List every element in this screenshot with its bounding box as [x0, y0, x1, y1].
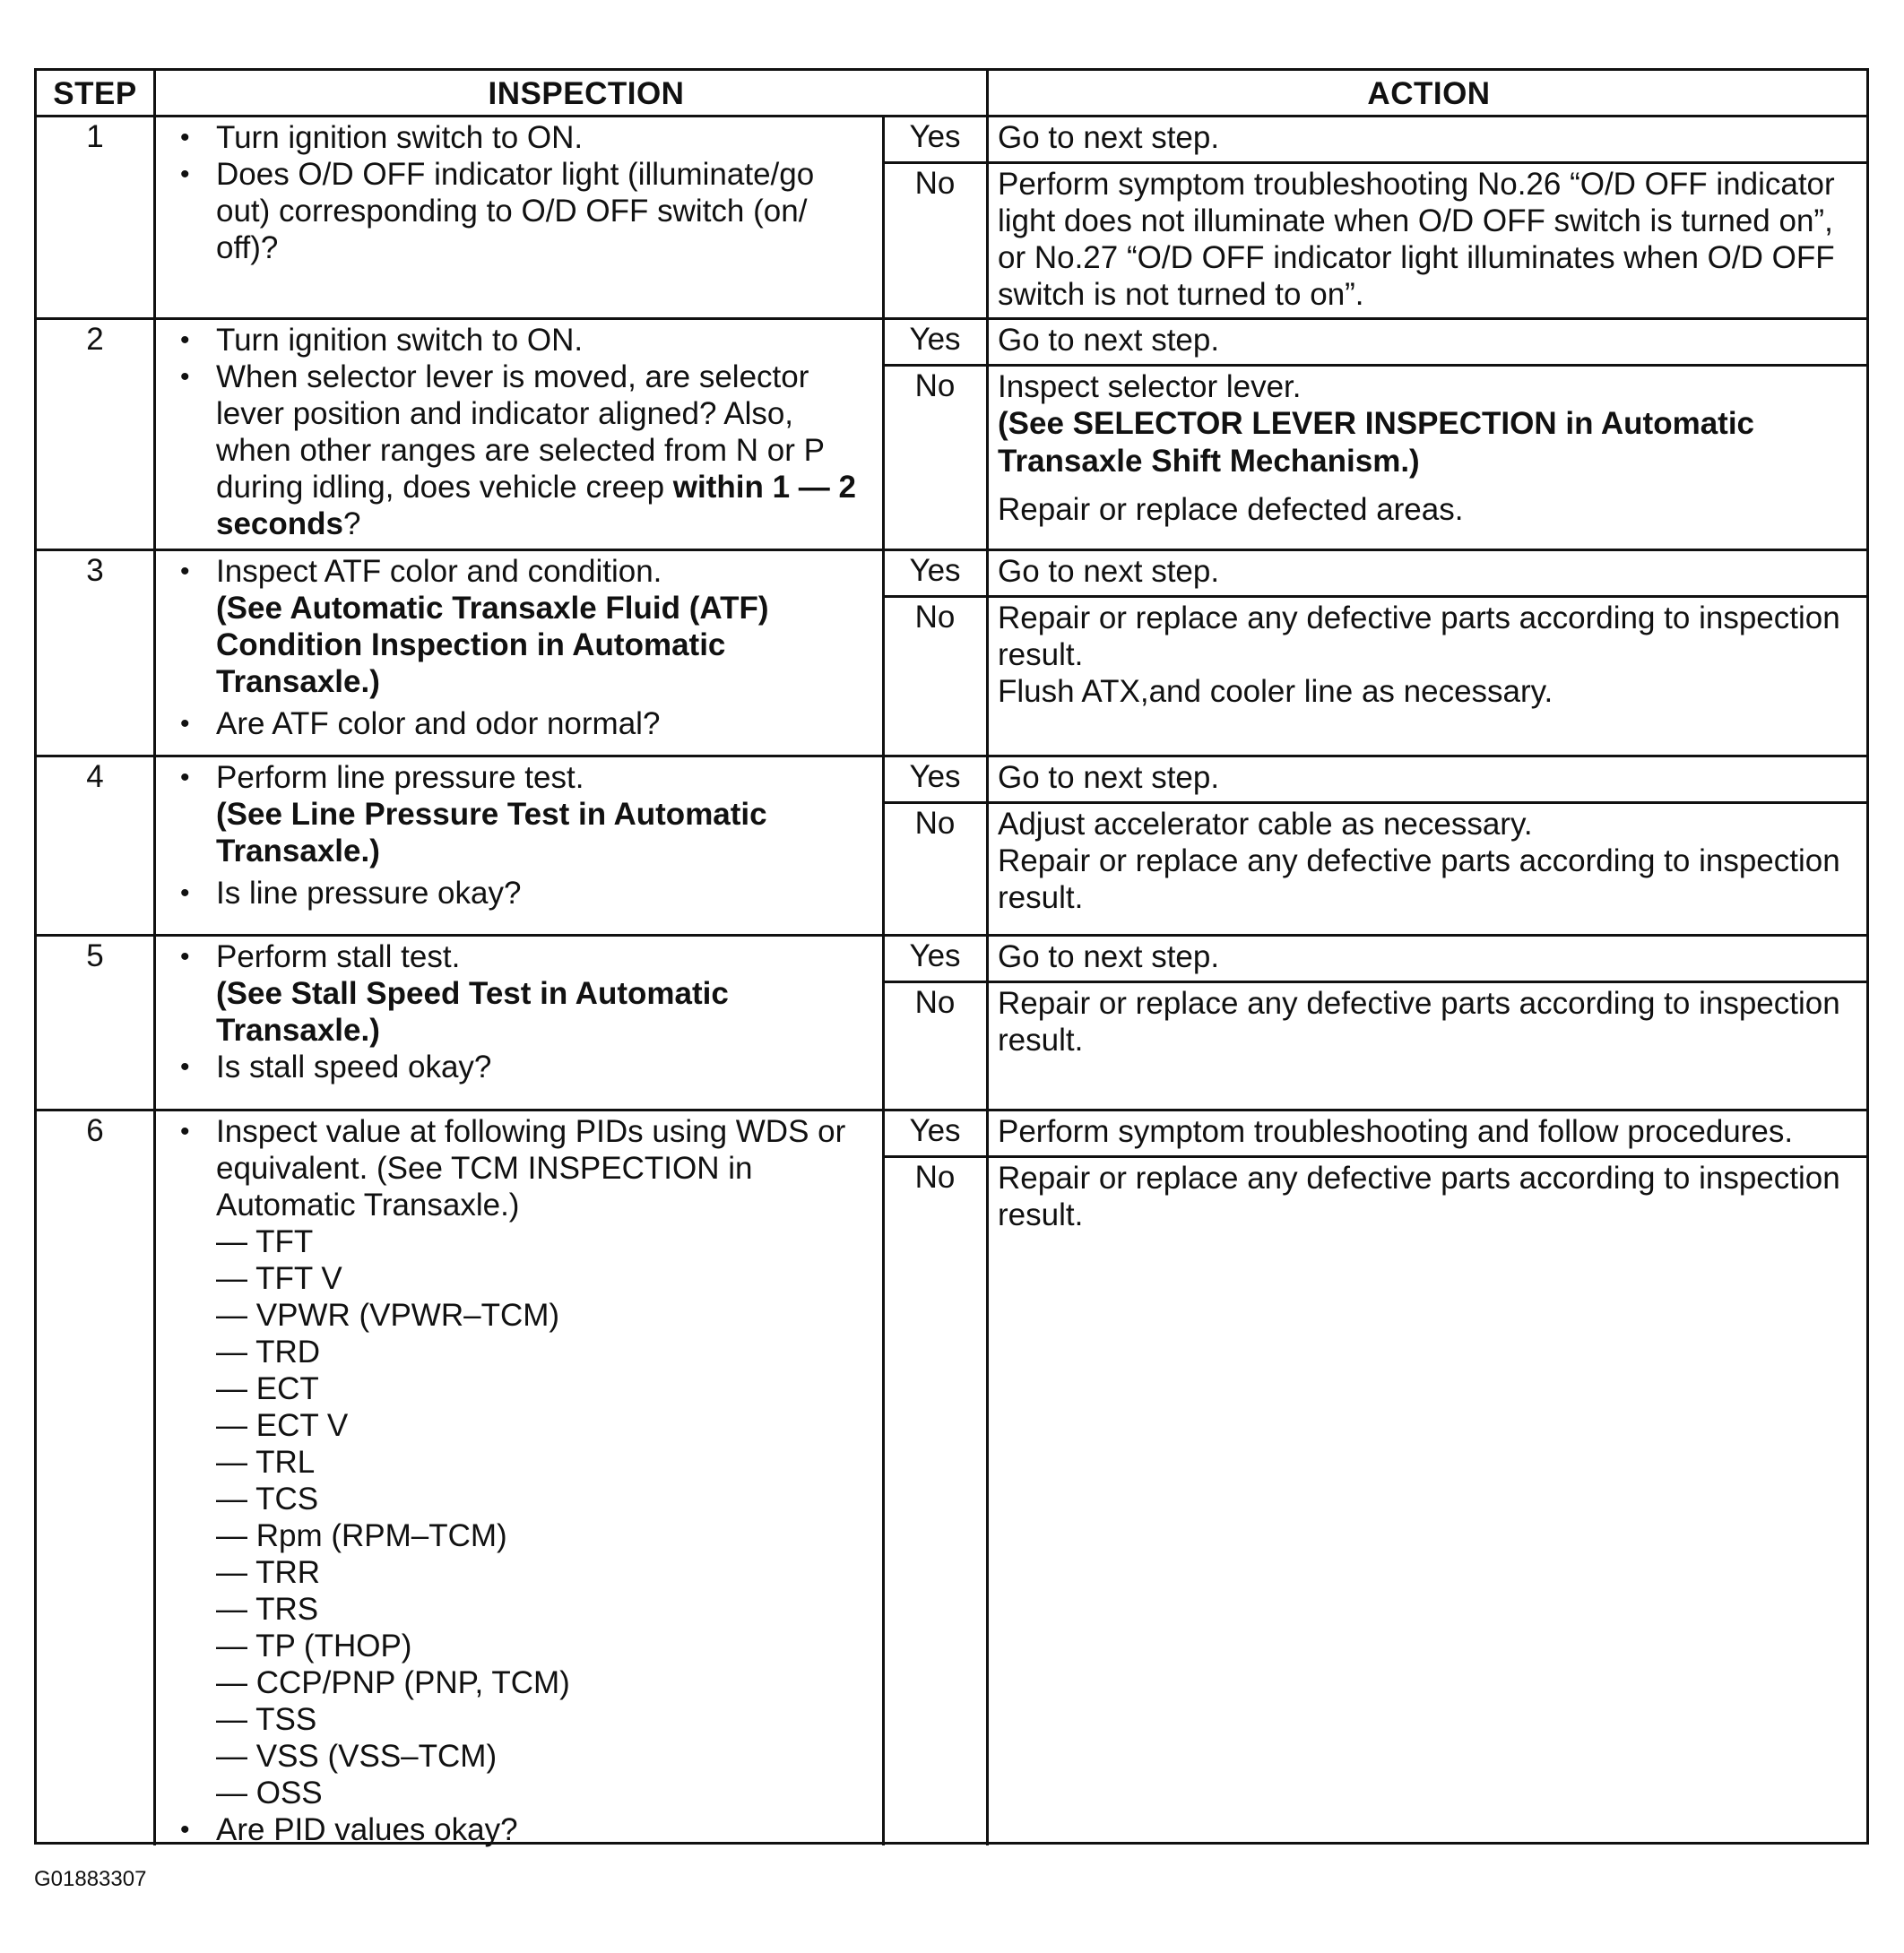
step-number: 6: [86, 1113, 104, 1148]
inspection-cell: [216, 938, 861, 1085]
yes-label: Yes: [909, 553, 961, 588]
divider: [37, 115, 1869, 117]
pid-item: — VSS (VSS–TCM): [216, 1739, 498, 1774]
step-number: 3: [86, 553, 104, 588]
pid-item: — ECT V: [216, 1408, 349, 1443]
inspection-cell: [216, 322, 861, 542]
inspection-item: • Perform line pressure test.: [216, 759, 861, 796]
divider: [37, 1109, 1869, 1111]
pid-item: — TFT: [216, 1224, 314, 1259]
pid-item: — TCS: [216, 1482, 319, 1517]
header-step: STEP: [53, 76, 137, 111]
inspection-cell: [216, 119, 861, 266]
no-action: [998, 806, 1858, 916]
pid-item: — ECT: [216, 1371, 319, 1406]
inspection-item: [216, 359, 861, 542]
action-line: Adjust accelerator cable as necessary.: [998, 807, 1533, 842]
divider: [153, 71, 156, 1845]
inspection-reference: (See Automatic Transaxle Fluid (ATF) Condition Inspection in Automatic Transaxle.): [216, 591, 769, 699]
step-number: 4: [86, 759, 104, 794]
divider: [882, 161, 1869, 164]
inspection-item: • Inspect value at following PIDs using WDS or equivalent. (See TCM INSPECTION in Automatic Transaxle.): [216, 1113, 861, 1223]
yes-action: Perform symptom troubleshooting and follow procedures.: [998, 1114, 1794, 1149]
step-number: 2: [86, 322, 104, 357]
inspection-item: • Is stall speed okay?: [216, 1049, 861, 1085]
no-action: [998, 600, 1858, 710]
divider: [882, 595, 1869, 598]
header-inspection: INSPECTION: [488, 76, 685, 111]
action-line: Repair or replace defected areas.: [998, 492, 1464, 527]
pid-item: — OSS: [216, 1776, 323, 1810]
pid-item: — Rpm (RPM–TCM): [216, 1518, 507, 1553]
action-line: Repair or replace any defective parts according to inspection result.: [998, 1161, 1840, 1232]
inspection-reference: (See Stall Speed Test in Automatic Transaxle.): [216, 976, 729, 1048]
divider: [37, 934, 1869, 937]
no-label: No: [914, 985, 956, 1020]
inspection-text: ?: [343, 506, 361, 541]
divider: [37, 549, 1869, 551]
action-line: Repair or replace any defective parts according to inspection result.: [998, 601, 1840, 672]
figure-id: G01883307: [34, 1867, 147, 1891]
pid-list: [216, 1223, 861, 1811]
no-action: [998, 166, 1858, 313]
yes-action: Go to next step.: [998, 554, 1220, 589]
inspection-text: When selector lever is moved, are selector lever position and indicator aligned? Also, when other ranges are selected from N or P during idling, does vehicle creep: [216, 359, 825, 505]
inspection-item: • Turn ignition switch to ON.: [216, 119, 861, 156]
no-label: No: [914, 368, 956, 403]
no-label: No: [914, 166, 956, 201]
yes-action: Go to next step.: [998, 120, 1220, 155]
divider: [37, 317, 1869, 320]
inspection-item: • Turn ignition switch to ON.: [216, 322, 861, 359]
divider: [882, 801, 1869, 804]
divider: [37, 755, 1869, 757]
action-line: Repair or replace any defective parts according to inspection result.: [998, 843, 1840, 915]
no-label: No: [914, 806, 956, 841]
yes-label: Yes: [909, 119, 961, 154]
pid-item: — VPWR (VPWR–TCM): [216, 1298, 560, 1333]
pid-item: — TP (THOP): [216, 1629, 412, 1664]
yes-action: Go to next step.: [998, 323, 1220, 358]
yes-action: Go to next step.: [998, 939, 1220, 974]
no-label: No: [914, 1160, 956, 1195]
inspection-emphasis: within 1 — 2 seconds: [216, 470, 856, 541]
divider: [882, 1155, 1869, 1158]
inspection-item: • Does O/D OFF indicator light (illuminate/go out) corresponding to O/D OFF switch (on/ off)?: [216, 156, 861, 266]
pid-item: — TFT V: [216, 1261, 342, 1296]
yes-label: Yes: [909, 322, 961, 357]
inspection-cell: [216, 1113, 861, 1848]
pid-item: — CCP/PNP (PNP, TCM): [216, 1665, 570, 1700]
no-action: [998, 985, 1858, 1059]
pid-item: — TRD: [216, 1335, 321, 1370]
step-number: 1: [86, 119, 104, 154]
pid-item: — TRR: [216, 1555, 321, 1590]
action-line: (See SELECTOR LEVER INSPECTION in Automatic Transaxle Shift Mechanism.): [998, 406, 1755, 479]
yes-action: Go to next step.: [998, 760, 1220, 795]
divider: [882, 364, 1869, 367]
divider: [986, 71, 989, 1845]
divider: [882, 981, 1869, 983]
yes-label: Yes: [909, 759, 961, 794]
inspection-item: • Perform stall test.: [216, 938, 861, 975]
no-label: No: [914, 600, 956, 635]
action-line: Inspect selector lever.: [998, 369, 1302, 404]
inspection-reference: (See Line Pressure Test in Automatic Transaxle.): [216, 797, 767, 868]
step-number: 5: [86, 938, 104, 973]
inspection-cell: [216, 759, 861, 912]
action-line: Flush ATX,and cooler line as necessary.: [998, 674, 1553, 709]
inspection-item: • Are PID values okay?: [216, 1811, 861, 1848]
inspection-cell: [216, 553, 861, 742]
pid-item: — TSS: [216, 1702, 317, 1737]
header-action: ACTION: [1367, 76, 1491, 111]
no-action: [998, 368, 1858, 528]
pid-item: — TRS: [216, 1592, 319, 1627]
inspection-item: • Are ATF color and odor normal?: [216, 705, 861, 742]
yes-label: Yes: [909, 1113, 961, 1148]
inspection-item: • Is line pressure okay?: [216, 875, 861, 912]
pid-item: — TRL: [216, 1445, 316, 1480]
yes-label: Yes: [909, 938, 961, 973]
no-action: [998, 1160, 1858, 1233]
inspection-item: • Inspect ATF color and condition.: [216, 553, 861, 590]
troubleshooting-table: [34, 68, 1869, 1845]
action-line: Repair or replace any defective parts according to inspection result.: [998, 986, 1840, 1058]
action-line: Perform symptom troubleshooting No.26 “O/D OFF indicator light does not illuminate when O/D OFF switch is turned on”, or No.27 “O/D OFF indicator light illuminates when O/D OFF switch is not turned to on”.: [998, 167, 1835, 312]
